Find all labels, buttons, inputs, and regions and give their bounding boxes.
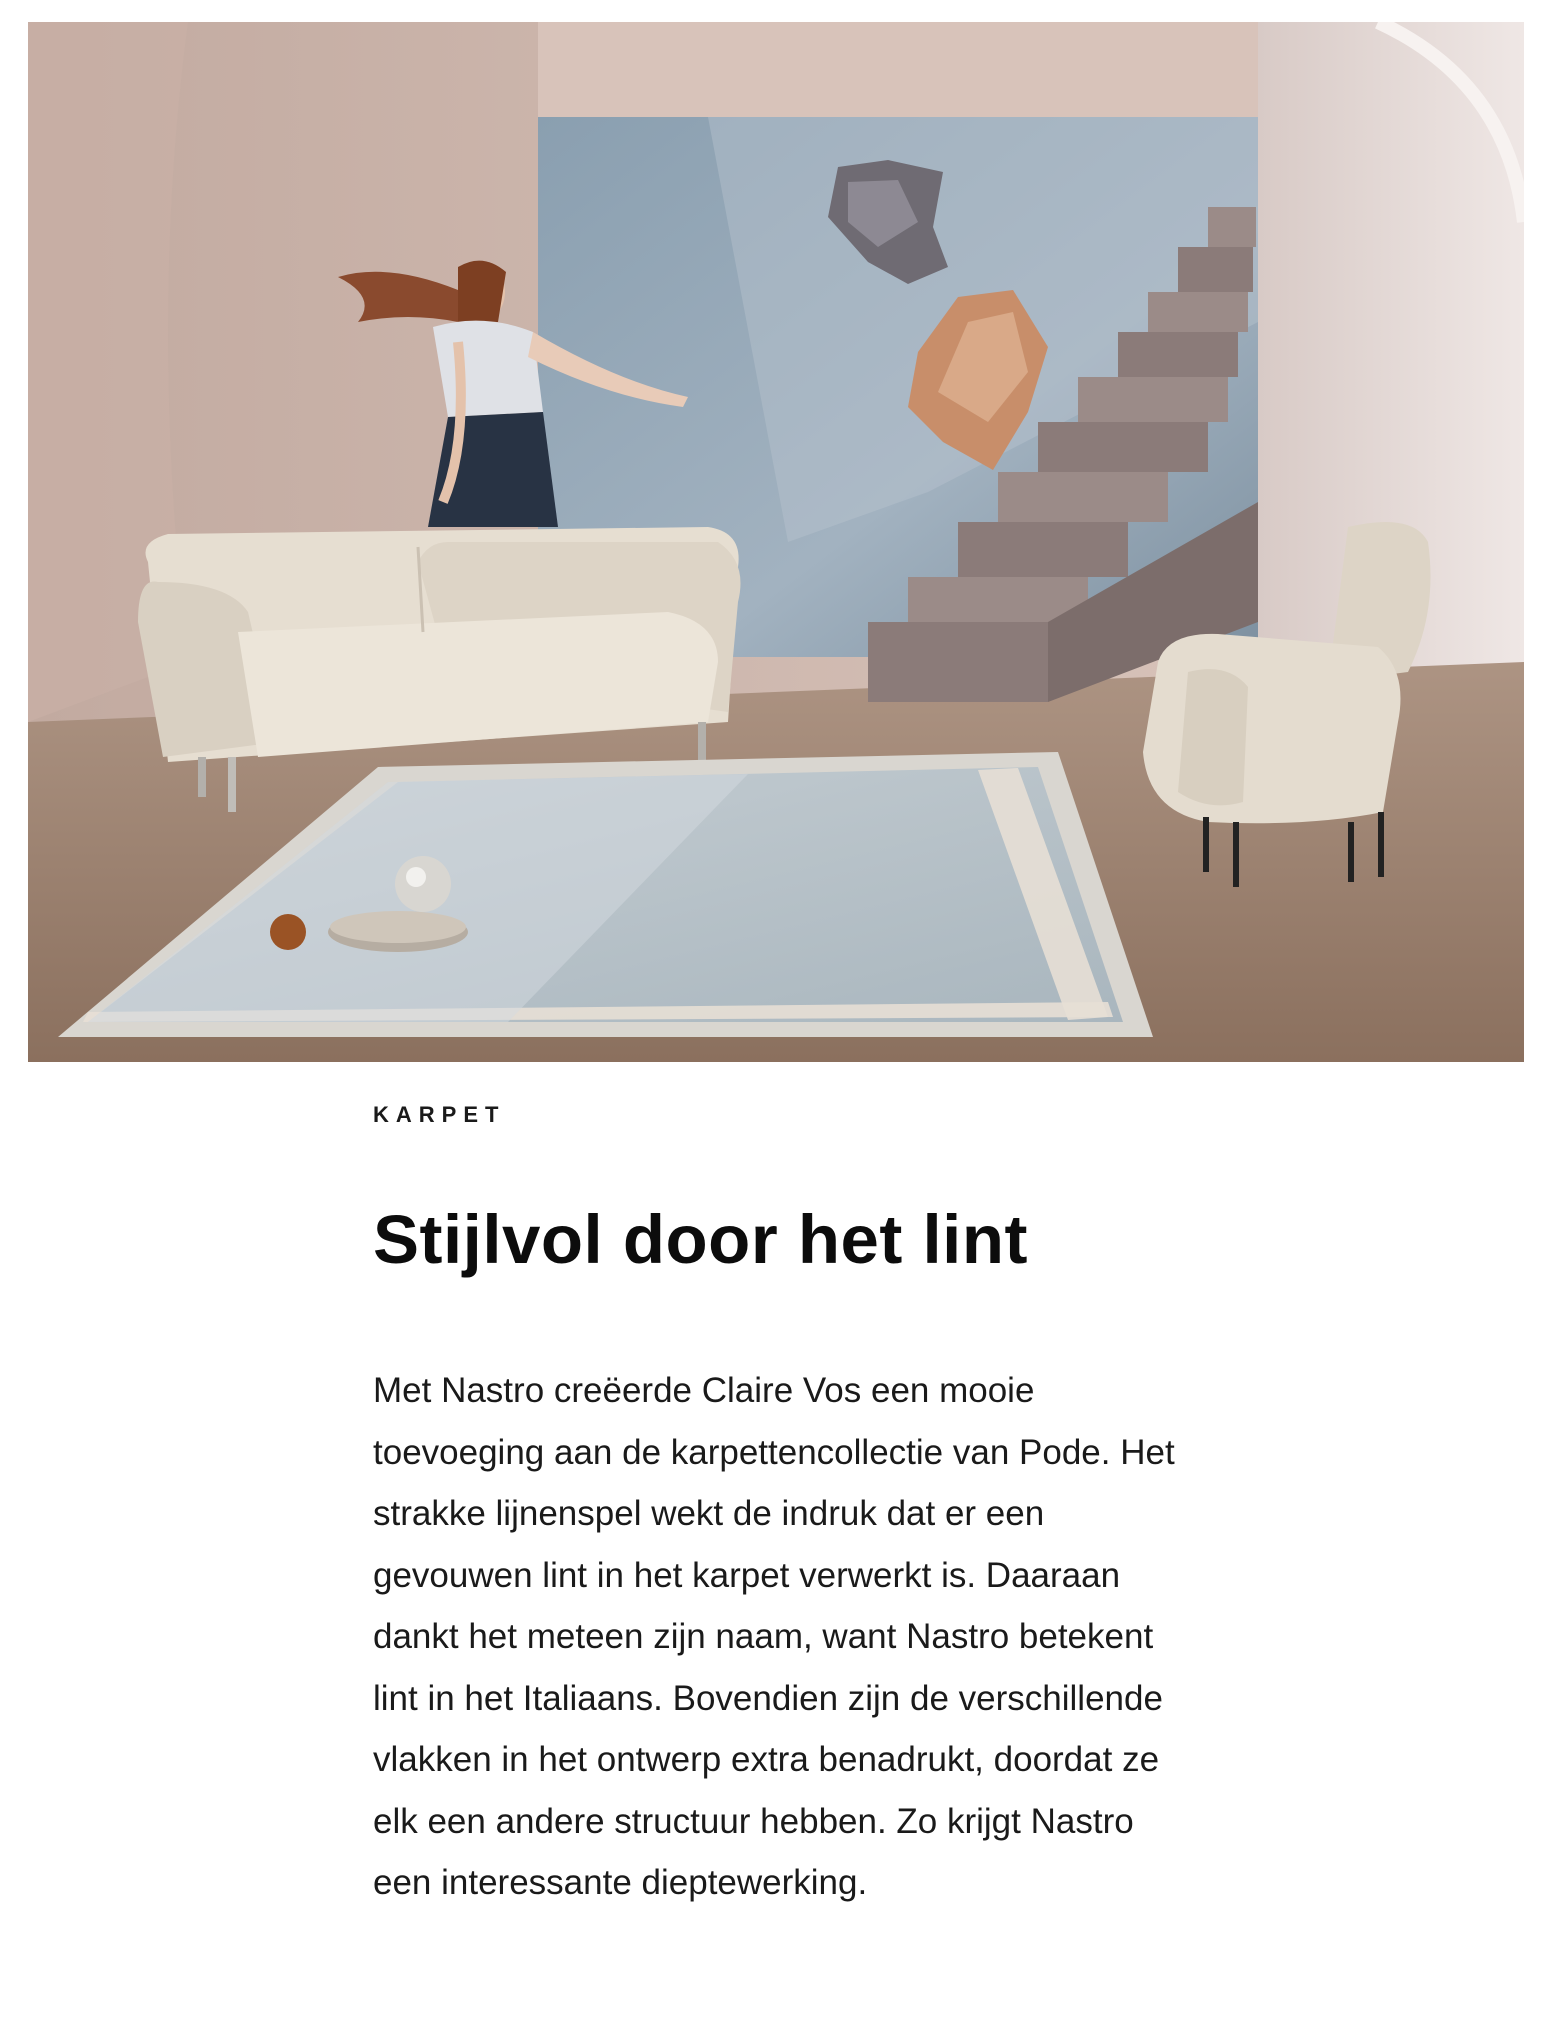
interior-illustration [28, 22, 1524, 1062]
article-title: Stijlvol door het lint [373, 1201, 1028, 1278]
article [373, 1100, 1193, 1914]
hero-image [28, 22, 1524, 1062]
category-label: KARPET [373, 1102, 506, 1127]
article-body: Met Nastro creëerde Claire Vos een mooie toevoeging aan de karpettencollectie van Pode. Het strakke lijnenspel wekt de indruk dat er een gevouwen lint in het karpet verwerkt is. Daaraan dankt het meteen zijn naam, want Nastro betekent lint in het Italiaans. Bovendien zijn de verschillende vlakken in het ontwerp extra benadrukt, doordat ze elk een andere structuur hebben. Zo krijgt Nastro een interessante dieptewerking. [373, 1371, 1175, 1902]
